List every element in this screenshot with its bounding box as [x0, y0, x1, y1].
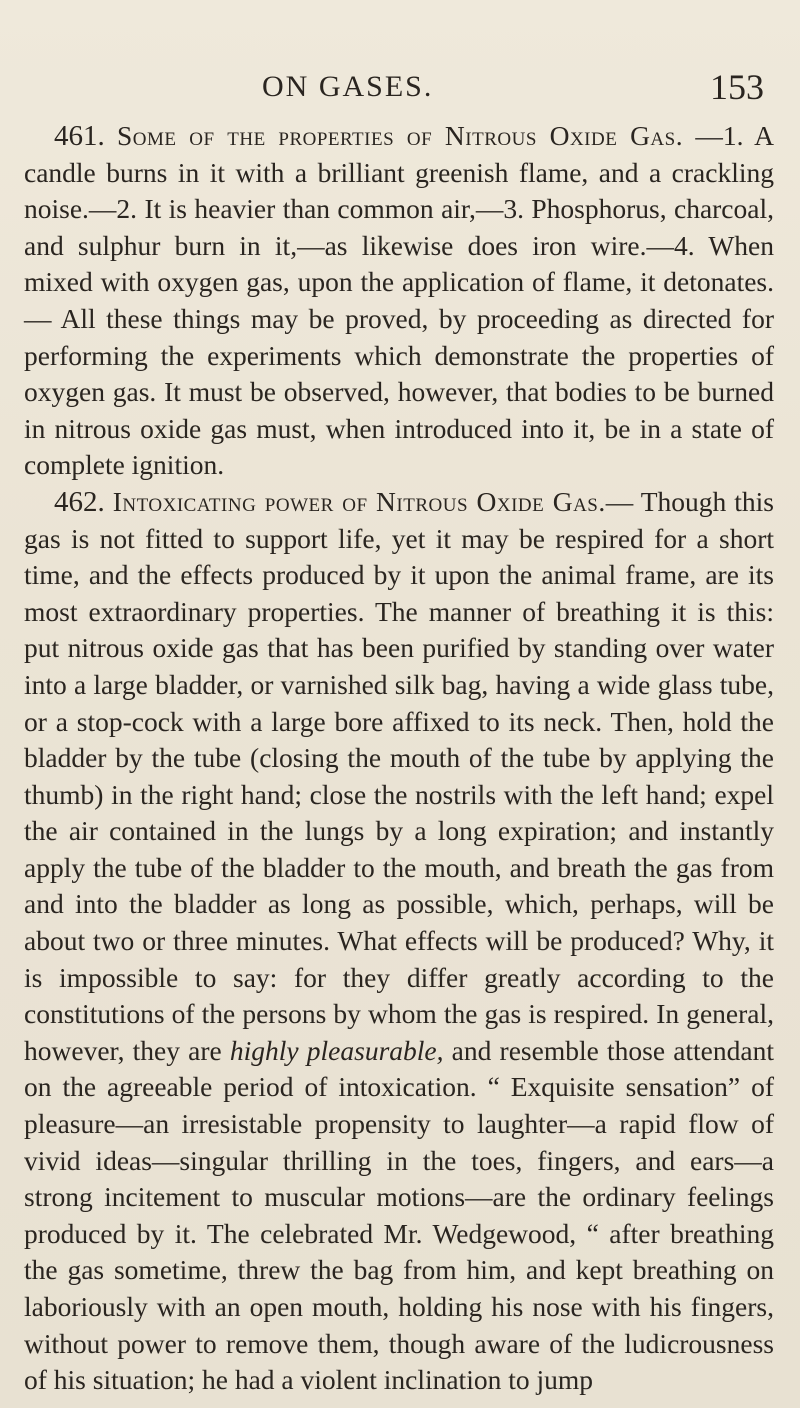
section-462	[24, 484, 774, 1399]
running-head	[0, 66, 800, 110]
section-text: — Though this gas is not fitted to support life, yet it may be respired for a short time, and the effects produced by it upon the animal frame, are its most extraordinary properties. The manner of breathing it is this: put nitrous oxide gas that has been purified by standing over water into a large bladder, or varnished silk bag, having a wide glass tube, or a stop-cock with a large bore affixed to its neck. Then, hold the bladder by the tube (closing the mouth of the tube by applying the thumb) in the right hand; close the nostrils with the left hand; expel the air contained in the lungs by a long expiration; and instantly apply the tube of the bladder to the mouth, and breath the gas from and into the bladder as long as possible, which, perhaps, will be about two or three minutes. What effects will be produced? Why, it is impossible to say: for they differ greatly according to the constitutions of the persons by whom the gas is respired. In general, however, they are	[24, 485, 774, 1066]
section-text-italic: highly pleasurable,	[229, 1034, 444, 1066]
running-title: ON GASES.	[262, 70, 434, 103]
section-number: 461.	[54, 120, 105, 152]
section-text: —1. A candle burns in it with a brilliant greenish flame, and a crackling noise.—2. It is heavier than common air,—3. Phosphorus, charcoal, and sulphur burn in it,—as likewise does iron wire.—4. When mixed with oxygen gas, upon the application of flame, it detonates.— All these things may be proved, by proceeding as directed for performing the experiments which demonstrate the properties of oxygen gas. It must be observed, however, that bodies to be burned in nitrous oxide gas must, when introduced into it, be in a state of complete ignition.	[24, 120, 775, 481]
page-body	[24, 118, 774, 1399]
page-number: 153	[710, 67, 764, 107]
section-461	[24, 118, 774, 484]
section-text-continued: and resemble those attendant on the agreeable period of intoxication. “ Exquisite sensation” of pleasure—an irresistable propensity to laughter—a rapid flow of vivid ideas—singular thrilling in the toes, fingers, and ears—a strong incitement to muscular motions—are the ordinary feelings produced by it. The celebrated Mr. Wedgewood, “ after breathing the gas sometime, threw the bag from him, and kept breathing on laboriously with an open mouth, holding his nose with his fingers, without power to remove them, though aware of the ludicrousness of his situation; he had a violent inclination to jump	[24, 1034, 774, 1396]
section-number: 462.	[54, 485, 105, 518]
section-title: Some of the properties of Nitrous Oxide Gas.	[116, 120, 684, 151]
section-title: Intoxicating power of Nitrous Oxide Gas.	[112, 485, 606, 517]
